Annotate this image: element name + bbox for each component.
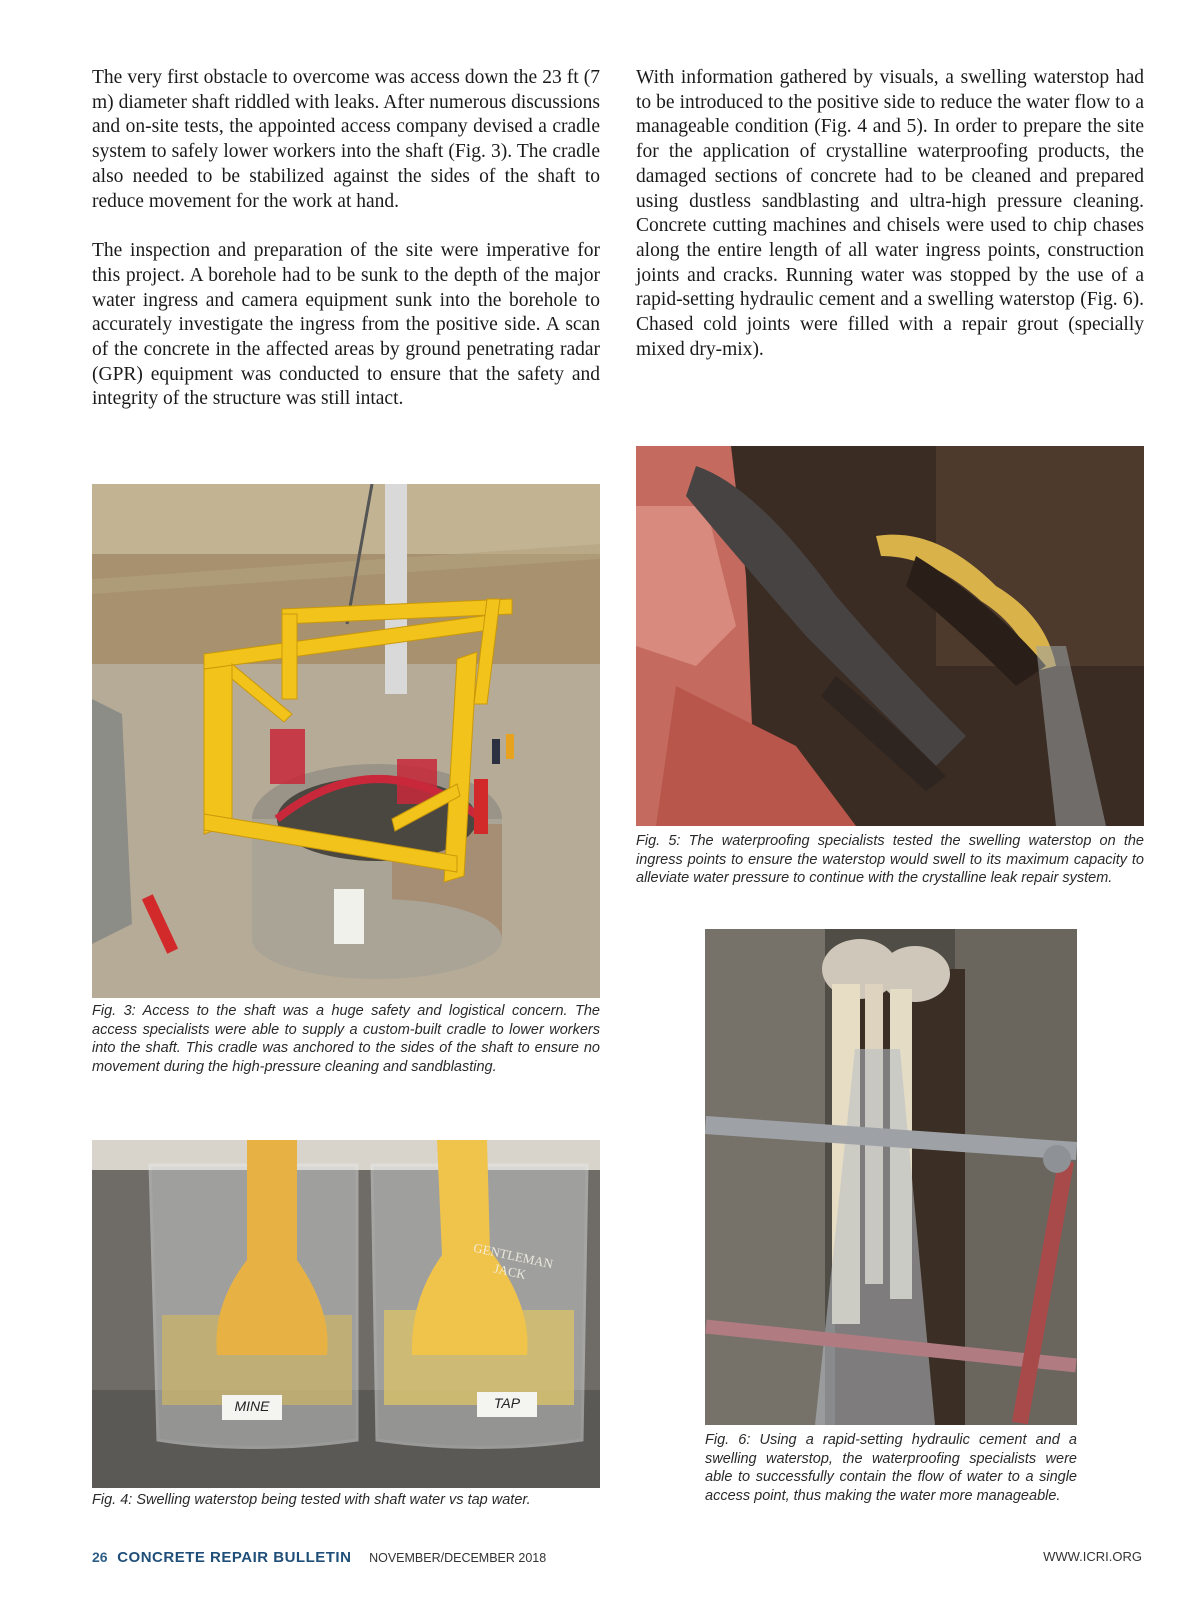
article-right-column	[636, 66, 1144, 387]
article-left-column	[92, 66, 600, 437]
fig6-caption: Fig. 6: Using a rapid-setting hydraulic cement and a swelling waterstop, the waterproofing specialists were able to successfully contain the flow of water to a single access point, thus making the water more manageable.	[705, 1432, 1077, 1504]
magazine-title: CONCRETE REPAIR BULLETIN	[117, 1549, 352, 1566]
glass-label-tap: TAP	[493, 1395, 521, 1411]
fig6-photo	[705, 929, 1077, 1425]
issue-date: NOVEMBER/DECEMBER 2018	[369, 1551, 547, 1565]
fig3-caption: Fig. 3: Access to the shaft was a huge safety and logistical concern. The access specialists were able to supply a custom-built cradle to lower workers into the shaft. This cradle was anchored to the sides of the shaft to ensure no movement during the high-pressure cleaning and sandblasting.	[92, 1003, 600, 1075]
fig5-photo	[636, 446, 1144, 826]
fig4-photo	[92, 1140, 600, 1488]
paragraph: The very first obstacle to overcome was access down the 23 ft (7 m) diameter shaft riddled with leaks. After numerous discussions and on-site tests, the appointed access company devised a cradle system to safely lower workers into the shaft (Fig. 3). The cradle also needed to be stabilized against the sides of the shaft to reduce movement for the work at hand.	[92, 67, 600, 212]
page-number: 26	[92, 1549, 108, 1565]
paragraph: The inspection and preparation of the site were imperative for this project. A borehole had to be sunk to the depth of the major water ingress and camera equipment sunk into the borehole to accurately investigate the ingress from the positive side. A scan of the concrete in the affected areas by ground penetrating radar (GPR) equipment was conducted to ensure that the safety and integrity of the structure was still intact.	[92, 240, 600, 410]
page-footer	[92, 1549, 1142, 1566]
fig4-caption: Fig. 4: Swelling waterstop being tested with shaft water vs tap water.	[92, 1492, 531, 1508]
paragraph: With information gathered by visuals, a swelling waterstop had to be introduced to the positive side to reduce the water flow to a manageable condition (Fig. 4 and 5). In order to prepare the site for the application of crystalline waterproofing products, the damaged sections of concrete had to be cleaned and prepared using dustless sandblasting and ultra-high pressure cleaning. Concrete cutting machines and chisels were used to chip chases along the entire length of all water ingress points, construction joints and cracks. Running water was stopped by the use of a rapid-setting hydraulic cement and a swelling waterstop (Fig. 6). Chased cold joints were filled with a repair grout (specially mixed dry-mix).	[636, 67, 1144, 360]
glass-brand-label: GENTLEMAN JACK	[472, 1239, 555, 1283]
website-link[interactable]: WWW.ICRI.ORG	[1043, 1549, 1142, 1564]
fig3-photo	[92, 484, 600, 998]
glass-label-mine: MINE	[234, 1398, 270, 1414]
fig5-caption: Fig. 5: The waterproofing specialists tested the swelling waterstop on the ingress points to ensure the waterstop would swell to its maximum capacity to alleviate water pressure to continue with the crystalline leak repair system.	[636, 833, 1144, 886]
